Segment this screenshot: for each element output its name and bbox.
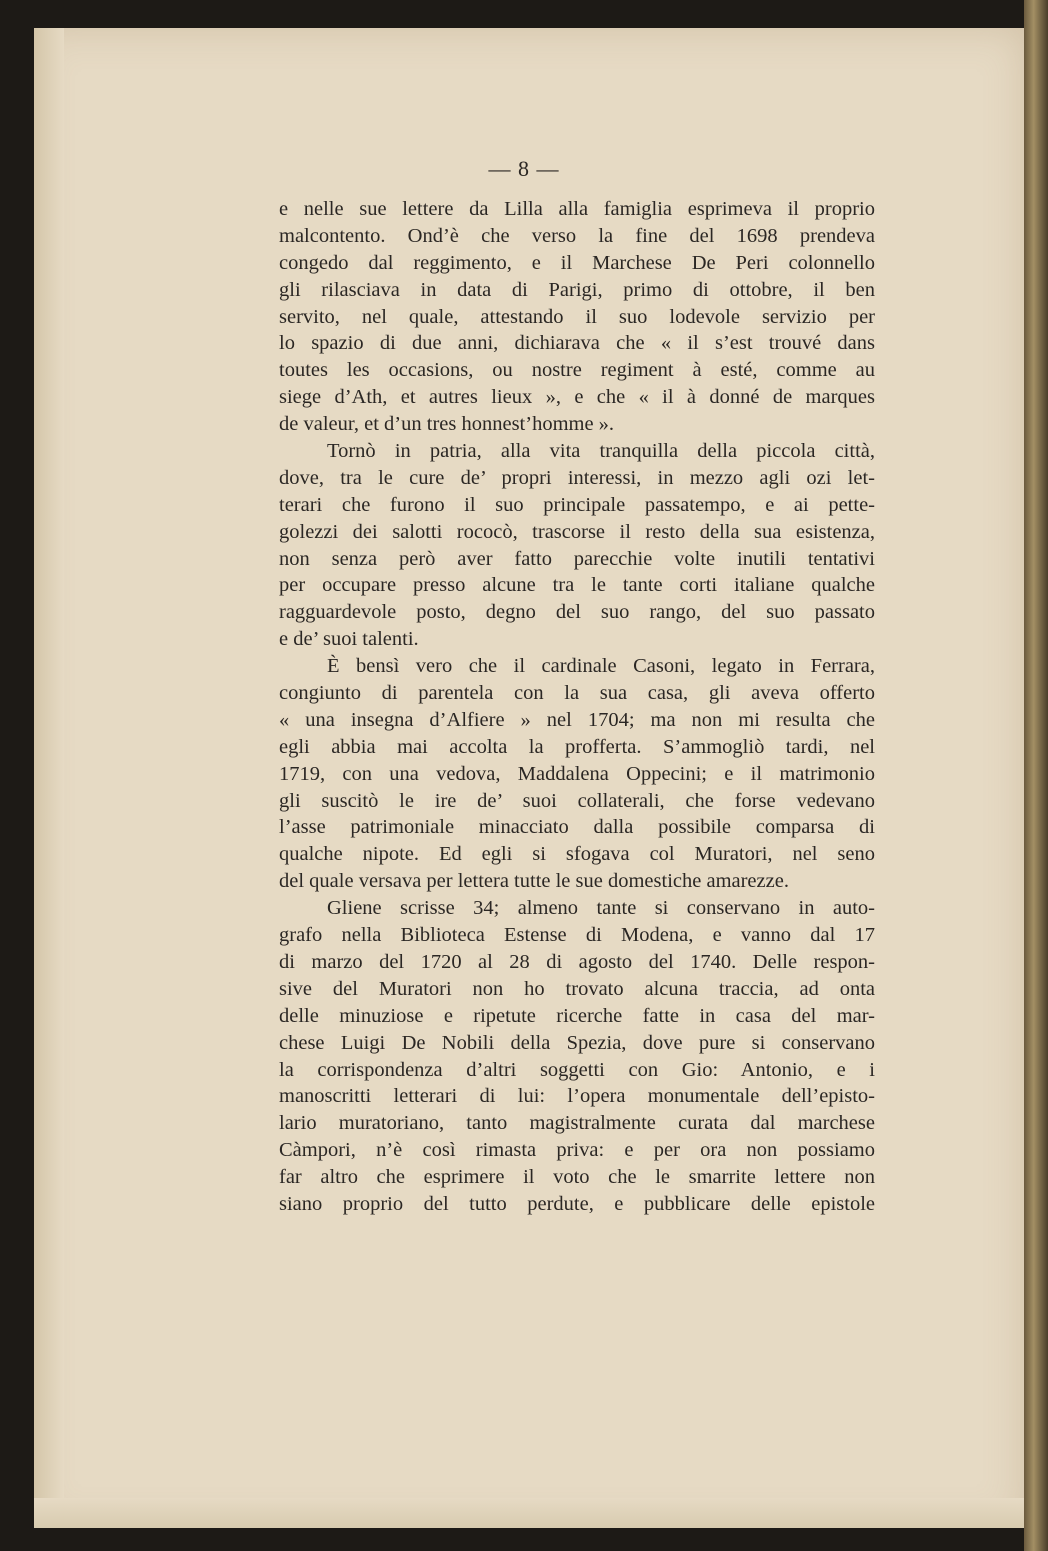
text-line: lario muratoriano, tanto magistralmente curata dal marchese bbox=[279, 1112, 875, 1135]
text-line: de valeur, et d’un tres honnest’homme ». bbox=[279, 413, 615, 436]
text-line: l’asse patrimoniale minacciato dalla possibile comparsa di bbox=[279, 816, 875, 839]
text-line: malcontento. Ond’è che verso la fine del 1698 prendeva bbox=[279, 224, 875, 247]
page-shadow-left bbox=[34, 28, 64, 1528]
facing-page-edge bbox=[1024, 0, 1048, 1551]
text-line: ragguardevole posto, degno del suo rango, del suo passato bbox=[279, 601, 875, 624]
paragraph-2 bbox=[279, 438, 875, 653]
text-line: toutes les occasions, ou nostre regiment à esté, comme au bbox=[279, 359, 875, 382]
text-line: Gliene scrisse 34; almeno tante si conservano in auto- bbox=[327, 897, 875, 920]
page-number: — 8 — bbox=[488, 156, 560, 181]
text-line: congiunto di parentela con la sua casa, gli aveva offerto bbox=[279, 682, 875, 705]
text-line: gli suscitò le ire de’ suoi collaterali, che forse vedevano bbox=[279, 789, 875, 812]
text-line: chese Luigi De Nobili della Spezia, dove pure si conservano bbox=[279, 1031, 875, 1054]
text-line: e de’ suoi talenti. bbox=[279, 628, 419, 651]
text-line: siege d’Ath, et autres lieux », e che « il à donné de marques bbox=[279, 386, 875, 409]
text-line: egli abbia mai accolta la profferta. S’ammogliò tardi, nel bbox=[279, 735, 875, 758]
text-line: lo spazio di due anni, dichiarava che « il s’est trouvé dans bbox=[279, 332, 875, 355]
text-line: del quale versava per lettera tutte le sue domestiche amarezze. bbox=[279, 870, 789, 893]
text-line: « una insegna d’Alfiere » nel 1704; ma non mi resulta che bbox=[279, 708, 875, 731]
text-line: È bensì vero che il cardinale Casoni, legato in Ferrara, bbox=[327, 655, 875, 678]
text-line: per occupare presso alcune tra le tante corti italiane qualche bbox=[279, 574, 875, 597]
text-line: gli rilasciava in data di Parigi, primo di ottobre, il ben bbox=[279, 278, 875, 301]
text-line: golezzi dei salotti rococò, trascorse il resto della sua esistenza, bbox=[279, 520, 875, 543]
text-line: sive del Muratori non ho trovato alcuna traccia, ad onta bbox=[279, 977, 875, 1000]
text-line: la corrispondenza d’altri soggetti con Gio: Antonio, e i bbox=[279, 1058, 875, 1081]
body-text bbox=[279, 196, 875, 1218]
text-line: siano proprio del tutto perdute, e pubblicare delle epistole bbox=[279, 1192, 875, 1215]
text-line: terari che furono il suo principale passatempo, e ai pette- bbox=[279, 493, 875, 516]
text-line: grafo nella Biblioteca Estense di Modena, e vanno dal 17 bbox=[279, 924, 875, 947]
page-shadow-bottom bbox=[34, 1498, 1024, 1528]
text-line: manoscritti letterari di lui: l’opera monumentale dell’episto- bbox=[279, 1085, 875, 1108]
text-line: dove, tra le cure de’ propri interessi, in mezzo agli ozi let- bbox=[279, 466, 875, 489]
paragraph-3 bbox=[279, 653, 875, 895]
text-line: far altro che esprimere il voto che le smarrite lettere non bbox=[279, 1166, 875, 1189]
text-line: e nelle sue lettere da Lilla alla famiglia esprimeva il proprio bbox=[279, 198, 875, 220]
text-line: Tornò in patria, alla vita tranquilla della piccola città, bbox=[327, 440, 875, 463]
text-line: delle minuziose e ripetute ricerche fatte in casa del mar- bbox=[279, 1004, 875, 1027]
paragraph-1 bbox=[279, 196, 875, 438]
text-line: servito, nel quale, attestando il suo lodevole servizio per bbox=[279, 305, 875, 328]
text-line: non senza però aver fatto parecchie volte inutili tentativi bbox=[279, 547, 875, 570]
text-line: 1719, con una vedova, Maddalena Oppecini; e il matrimonio bbox=[279, 762, 875, 785]
text-line: qualche nipote. Ed egli si sfogava col Muratori, nel seno bbox=[279, 843, 875, 866]
text-line: di marzo del 1720 al 28 di agosto del 1740. Delle respon- bbox=[279, 950, 875, 973]
text-line: congedo dal reggimento, e il Marchese De Peri colonnello bbox=[279, 251, 875, 274]
text-line: Càmpori, n’è così rimasta priva: e per ora non possiamo bbox=[279, 1139, 875, 1162]
paragraph-4 bbox=[279, 895, 875, 1218]
